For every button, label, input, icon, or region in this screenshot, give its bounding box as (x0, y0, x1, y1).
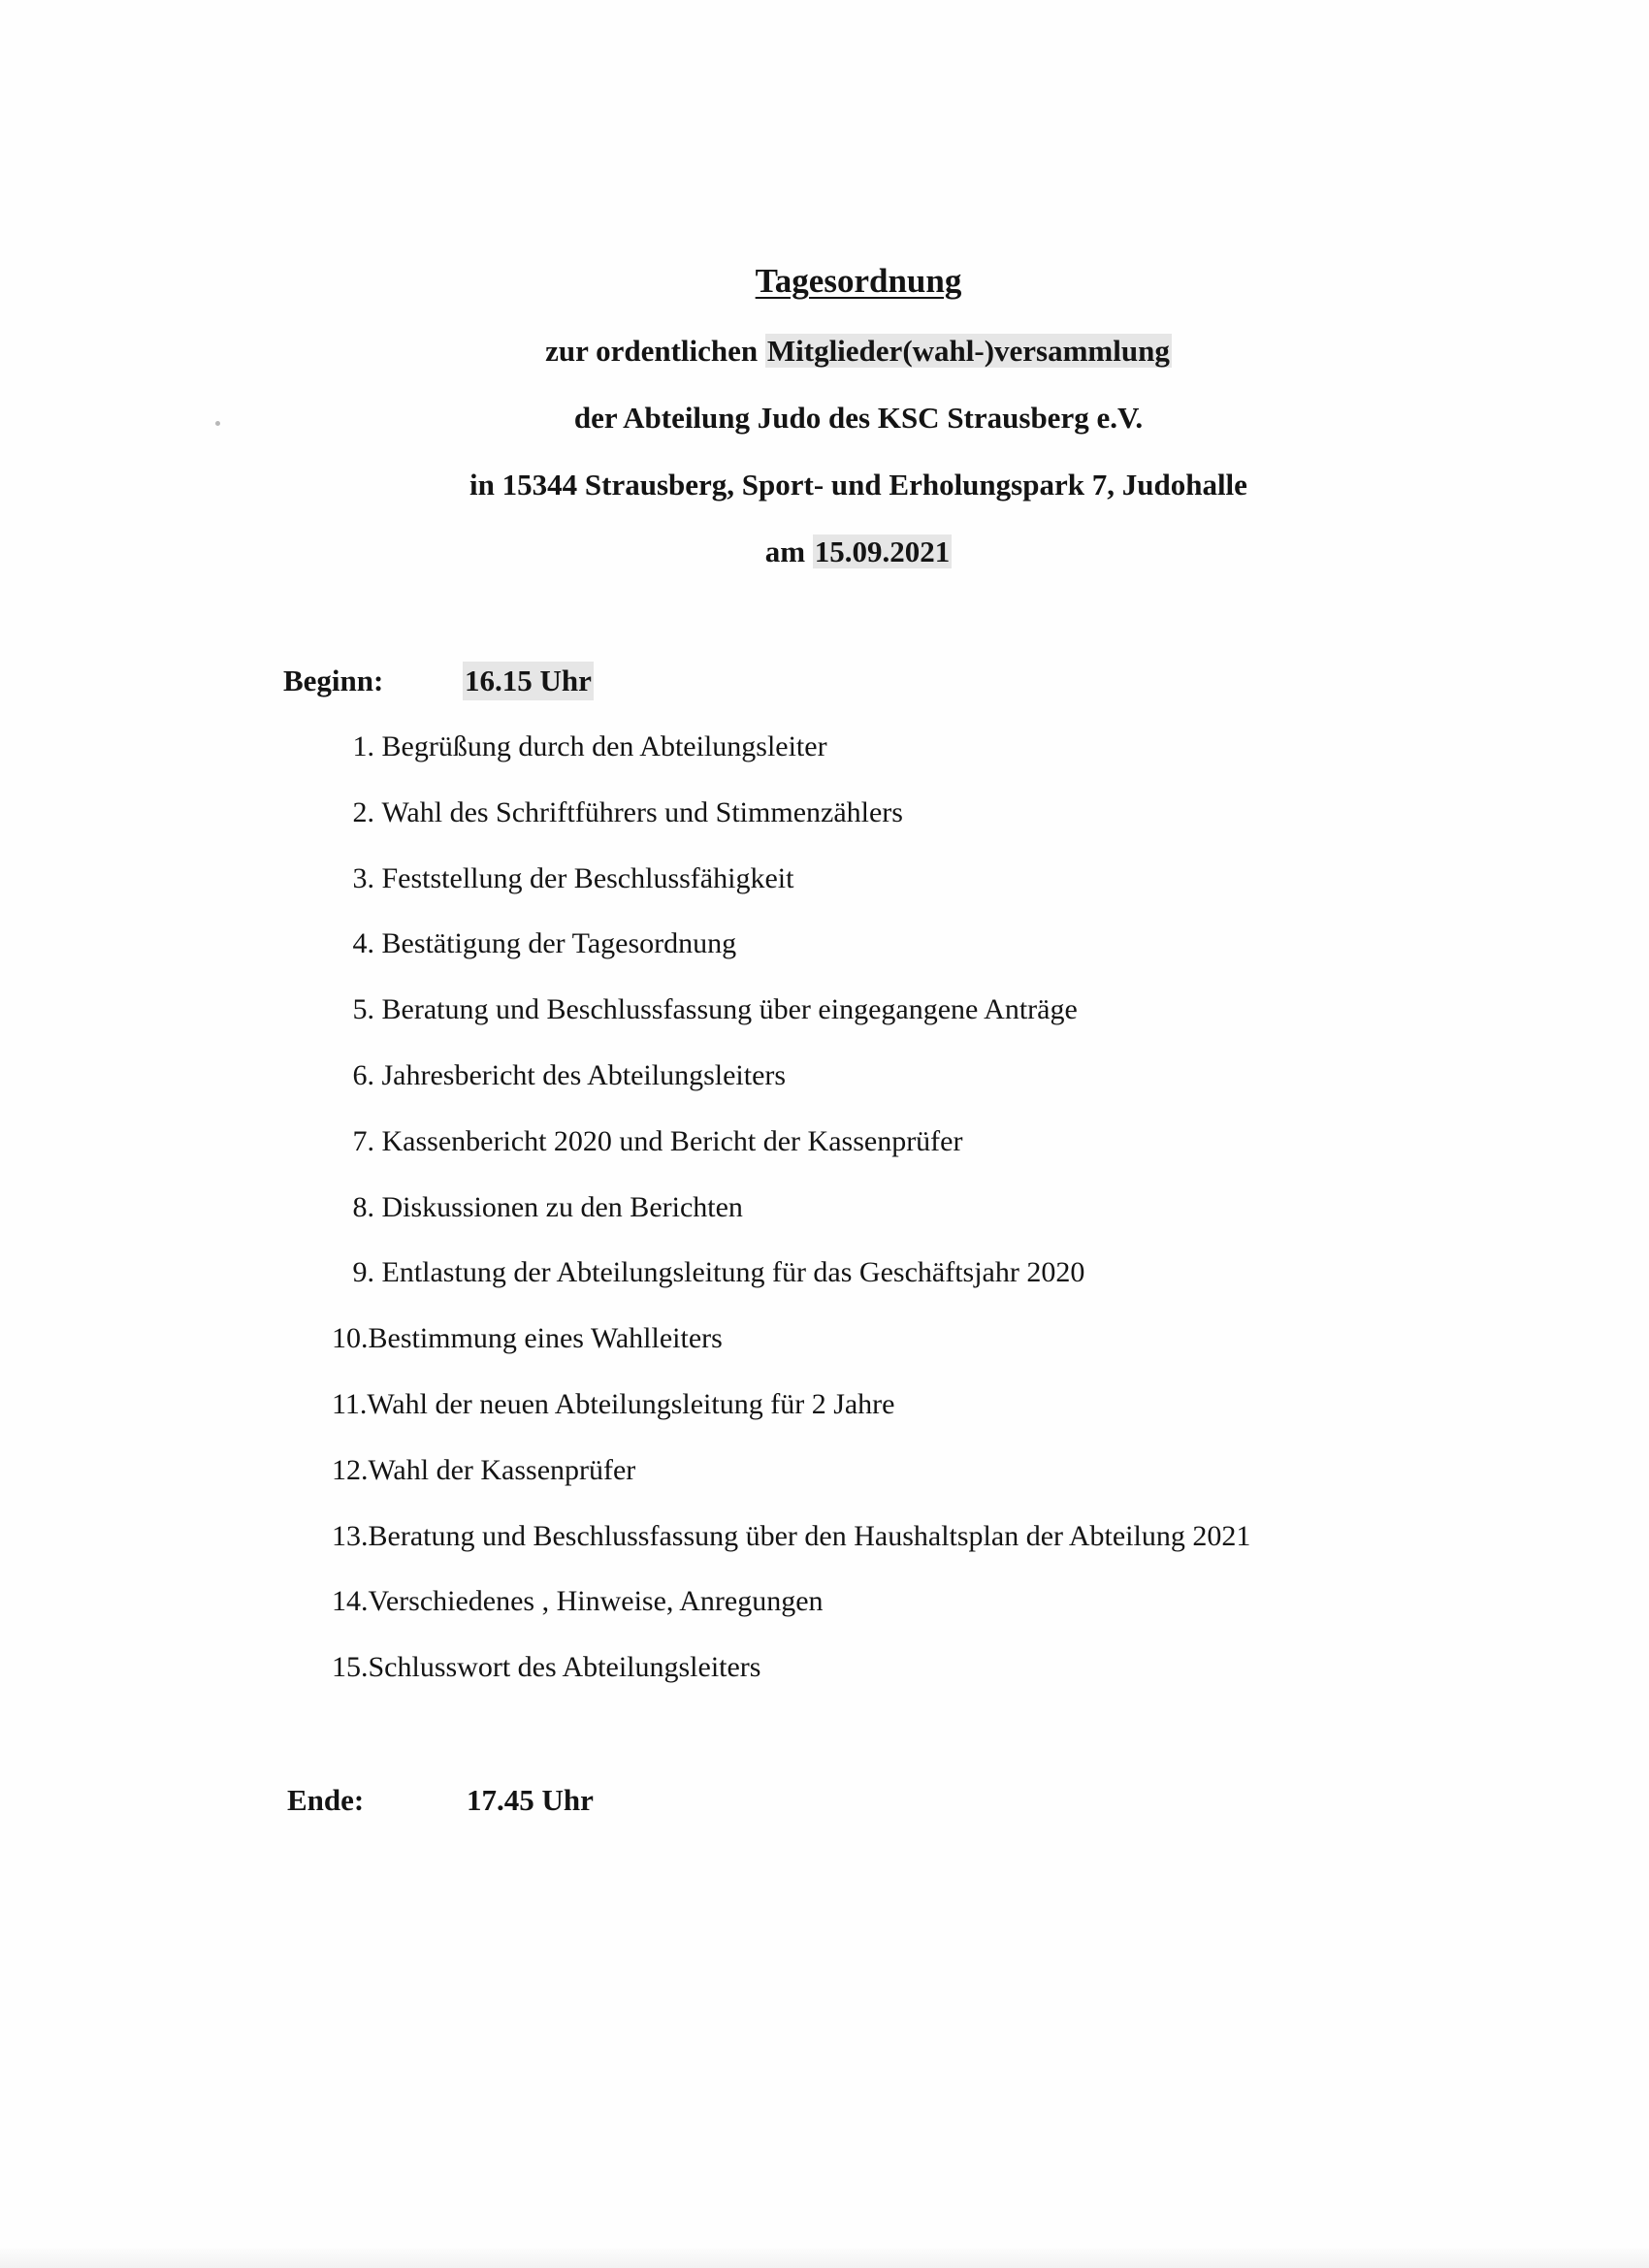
meeting-type-line (34, 332, 1649, 371)
agenda-item-number: 9. (352, 1256, 374, 1289)
end-label: Ende: (287, 1783, 365, 1817)
agenda-item-number: 4. (352, 927, 374, 960)
date-line (34, 533, 1649, 571)
agenda-item-text: Wahl des Schriftführers und Stimmenzählers (381, 795, 903, 828)
page-title (34, 262, 1649, 301)
begin-time: 16.15 Uhr (463, 662, 594, 700)
agenda-item-text: Kassenbericht 2020 und Bericht der Kassenprüfer (381, 1124, 963, 1157)
agenda-item (332, 1188, 1496, 1254)
agenda-list (332, 728, 1496, 1714)
agenda-item (332, 1122, 1496, 1188)
agenda-item (332, 794, 1496, 859)
agenda-item-text: Begrüßung durch den Abteilungsleiter (381, 730, 827, 762)
agenda-item-text: Wahl der Kassenprüfer (368, 1453, 636, 1486)
agenda-item-number: 2. (352, 795, 374, 828)
agenda-item-text: Bestätigung der Tagesordnung (381, 927, 737, 960)
location-text: in 15344 Strausberg, Sport- und Erholungspark 7, Judohalle (469, 468, 1247, 502)
agenda-item-number: 1. (352, 730, 374, 762)
agenda-item (332, 859, 1496, 925)
location-line (34, 466, 1649, 504)
agenda-item-text: Diskussionen zu den Berichten (381, 1190, 743, 1223)
agenda-item (332, 728, 1496, 794)
agenda-item-text: Bestimmung eines Wahlleiters (368, 1322, 723, 1355)
date-prefix: am (764, 535, 813, 568)
agenda-item-text: Schlusswort des Abteilungsleiters (368, 1651, 761, 1684)
meeting-type-highlight: Mitglieder(wahl-)versammlung (766, 334, 1170, 368)
scan-edge (0, 2249, 1649, 2268)
agenda-item-number: 8. (352, 1190, 374, 1223)
agenda-item-number: 15. (332, 1651, 369, 1684)
begin-label: Beginn: (283, 664, 384, 697)
agenda-item-number: 3. (352, 861, 374, 894)
agenda-item-text: Wahl der neuen Abteilungsleitung für 2 Jahre (367, 1387, 895, 1420)
agenda-item (332, 1517, 1496, 1583)
agenda-item-number: 5. (352, 993, 374, 1026)
agenda-item-text: Feststellung der Beschlussfähigkeit (381, 861, 794, 894)
agenda-item-number: 6. (352, 1058, 374, 1091)
agenda-item-number: 13. (332, 1519, 369, 1552)
date-value: 15.09.2021 (814, 535, 951, 568)
agenda-item-number: 11. (332, 1387, 368, 1420)
organization-line (34, 399, 1649, 437)
agenda-item-text: Entlastung der Abteilungsleitung für das Geschäftsjahr 2020 (381, 1256, 1085, 1289)
agenda-item (332, 1253, 1496, 1319)
agenda-item-text: Verschiedenes , Hinweise, Anregungen (368, 1585, 824, 1618)
agenda-item-text: Beratung und Beschlussfassung über eingegangene Anträge (381, 993, 1078, 1026)
organization-text: der Abteilung Judo des KSC Strausberg e.V. (573, 401, 1144, 435)
agenda-item-text: Beratung und Beschlussfassung über den Haushaltsplan der Abteilung 2021 (368, 1519, 1251, 1552)
agenda-item (332, 1056, 1496, 1122)
agenda-item-text: Jahresbericht des Abteilungsleiters (381, 1058, 787, 1091)
agenda-item-number: 12. (332, 1453, 369, 1486)
title-text: Tagesordnung (755, 262, 962, 300)
agenda-item (332, 1319, 1496, 1385)
agenda-item (332, 924, 1496, 990)
agenda-item-number: 7. (352, 1124, 374, 1157)
agenda-item (332, 990, 1496, 1056)
end-time: 17.45 Uhr (467, 1783, 594, 1817)
agenda-item (332, 1648, 1496, 1714)
agenda-item (332, 1582, 1496, 1648)
meeting-type-prefix: zur ordentlichen (545, 334, 765, 368)
agenda-item (332, 1451, 1496, 1517)
agenda-item-number: 10. (332, 1322, 369, 1355)
agenda-item (332, 1385, 1496, 1451)
agenda-item-number: 14. (332, 1585, 369, 1618)
